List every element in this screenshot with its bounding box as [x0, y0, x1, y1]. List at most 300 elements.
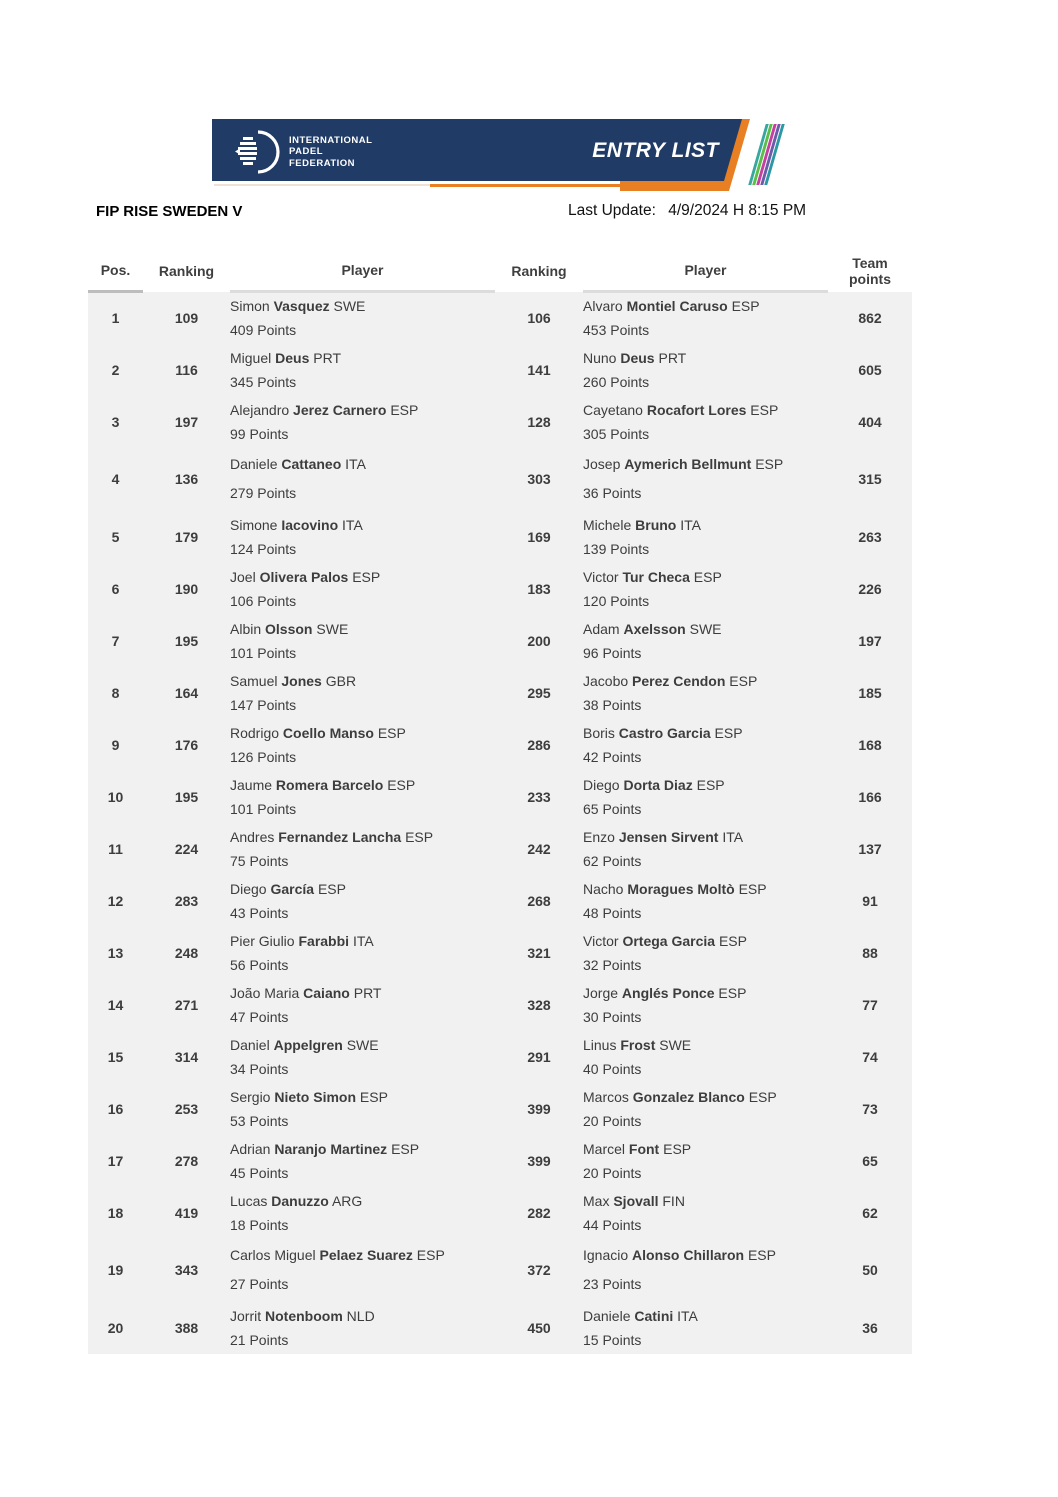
pos-cell: 9 — [111, 736, 120, 753]
player-first-name: Nacho — [583, 880, 624, 897]
last-update — [568, 202, 806, 220]
player-first-name: Albin — [230, 620, 262, 637]
table-row — [88, 1083, 912, 1135]
player-cell-1 — [230, 927, 495, 979]
player-last-name: Axelsson — [623, 620, 686, 637]
header-banner — [212, 117, 777, 195]
ranking-cell-2: 141 — [527, 361, 551, 378]
ranking-cell-1: 248 — [174, 944, 199, 961]
player-last-name: Farabbi — [298, 932, 350, 949]
team-points-cell: 226 — [858, 580, 882, 597]
player-points-line: 56 Points — [230, 956, 289, 973]
player-country: ITA — [680, 516, 701, 533]
player-cell-2 — [583, 615, 828, 667]
player-points-line: 53 Points — [230, 1112, 289, 1129]
player-first-name: Cayetano — [583, 401, 643, 418]
player-cell-2 — [583, 667, 828, 719]
player-last-name: Jones — [281, 672, 322, 689]
player-first-name: Max — [583, 1192, 610, 1209]
player-country: ITA — [345, 456, 366, 472]
ranking-cell-1: 278 — [174, 1152, 199, 1169]
team-points-cell: 91 — [862, 892, 878, 909]
player-name-line — [230, 1085, 495, 1109]
team-points-cell: 197 — [858, 632, 882, 649]
player-last-name: Fernandez Lancha — [278, 828, 402, 845]
org-name-line1: INTERNATIONAL — [289, 134, 373, 146]
player-cell-1 — [230, 563, 495, 615]
player-name-line — [583, 1304, 828, 1328]
player-country: ESP — [731, 298, 760, 315]
team-points-cell: 263 — [858, 528, 882, 545]
table-row — [88, 979, 912, 1031]
ranking-cell-1: 176 — [174, 736, 199, 753]
player-first-name: Alejandro — [230, 401, 290, 418]
player-points-line: 15 Points — [583, 1331, 642, 1348]
player-name-line — [583, 617, 828, 641]
ranking-cell-1: 136 — [174, 471, 199, 487]
ranking-cell-2: 328 — [527, 996, 551, 1013]
player-country: ESP — [755, 456, 784, 472]
table-row — [88, 1031, 912, 1083]
player-cell-2 — [583, 771, 828, 823]
ranking-cell-2: 399 — [527, 1100, 551, 1117]
col-header-team-points — [828, 250, 912, 292]
player-first-name: Simon — [230, 298, 270, 315]
player-first-name: Miguel — [230, 349, 272, 366]
ranking-cell-2: 268 — [527, 892, 551, 909]
ranking-cell-2: 183 — [527, 580, 551, 597]
page-title: FIP RISE SWEDEN V — [96, 203, 243, 220]
player-cell-1 — [230, 1302, 495, 1354]
player-name-line — [230, 981, 495, 1005]
player-last-name: Rocafort Lores — [646, 401, 747, 418]
pos-cell: 11 — [108, 840, 123, 857]
player-first-name: Pier Giulio — [230, 932, 295, 949]
player-last-name: Appelgren — [273, 1036, 343, 1053]
player-name-line — [230, 1304, 495, 1328]
pos-cell: 15 — [107, 1048, 124, 1065]
ranking-cell-1: 343 — [174, 1262, 199, 1278]
player-country: PRT — [353, 984, 382, 1001]
player-cell-2 — [583, 1135, 828, 1187]
player-country: ESP — [738, 880, 767, 897]
team-points-cell: 605 — [858, 361, 882, 378]
player-first-name: Enzo — [583, 828, 615, 845]
player-points-line: 38 Points — [583, 696, 642, 713]
player-cell-1 — [230, 396, 495, 448]
ranking-cell-1: 419 — [174, 1204, 199, 1221]
player-points-line: 106 Points — [230, 592, 297, 609]
pos-cell: 12 — [107, 892, 124, 909]
ipf-logo — [234, 128, 372, 176]
player-points-line: 126 Points — [230, 748, 297, 765]
player-first-name: Daniele — [583, 1307, 631, 1324]
player-country: ESP — [696, 776, 725, 793]
team-points-cell: 77 — [862, 996, 878, 1013]
table-row — [88, 396, 912, 448]
player-last-name: Vasquez — [273, 298, 330, 315]
player-country: ESP — [377, 724, 406, 741]
player-points-line: 18 Points — [230, 1216, 289, 1233]
player-last-name: Dorta Diaz — [623, 776, 693, 793]
table-row — [88, 1302, 912, 1354]
table-row — [88, 511, 912, 563]
player-cell-2 — [583, 927, 828, 979]
player-country: ESP — [718, 932, 747, 949]
ranking-cell-2: 106 — [527, 309, 551, 326]
team-points-cell: 62 — [862, 1204, 878, 1221]
player-country: ESP — [747, 1247, 776, 1263]
player-cell-1 — [230, 771, 495, 823]
team-points-cell: 185 — [858, 684, 882, 701]
team-points-cell: 74 — [862, 1048, 878, 1065]
player-points-line: 27 Points — [230, 1276, 289, 1292]
player-cell-1 — [230, 979, 495, 1031]
ranking-cell-2: 291 — [527, 1048, 551, 1065]
player-last-name: Alonso Chillaron — [632, 1247, 745, 1263]
player-country: ITA — [352, 932, 374, 949]
ranking-cell-1: 195 — [174, 632, 199, 649]
org-name-line3: FEDERATION — [289, 157, 356, 169]
player-points-line: 96 Points — [583, 644, 642, 661]
player-name-line — [583, 565, 828, 589]
player-points-line: 48 Points — [583, 904, 642, 921]
player-points-line: 345 Points — [230, 373, 297, 390]
table-row — [88, 344, 912, 396]
player-last-name: Perez Cendon — [632, 672, 726, 689]
team-points-cell: 168 — [858, 736, 882, 753]
player-last-name: Coello Manso — [282, 724, 374, 741]
player-points-line: 453 Points — [583, 322, 650, 339]
player-points-line: 21 Points — [230, 1331, 289, 1348]
player-last-name: Moragues Moltò — [627, 880, 735, 897]
player-cell-2 — [583, 396, 828, 448]
player-country: NLD — [346, 1307, 375, 1324]
player-cell-2 — [583, 448, 828, 511]
col-header-ranking-1: Ranking — [143, 250, 230, 292]
player-name-line — [583, 398, 828, 422]
player-first-name: Alvaro — [583, 298, 623, 315]
player-last-name: Catini — [634, 1307, 674, 1324]
player-country: ESP — [352, 568, 381, 585]
team-points-cell: 50 — [862, 1262, 878, 1278]
entry-table-body — [88, 292, 912, 1354]
ranking-cell-1: 283 — [174, 892, 199, 909]
player-cell-1 — [230, 1239, 495, 1302]
player-first-name: Boris — [583, 724, 615, 741]
player-cell-1 — [230, 1083, 495, 1135]
pos-cell: 19 — [107, 1262, 124, 1278]
ranking-cell-2: 169 — [527, 528, 551, 545]
table-row — [88, 719, 912, 771]
pos-cell: 8 — [111, 684, 120, 701]
player-first-name: Carlos Miguel — [230, 1247, 316, 1263]
player-first-name: Marcos — [583, 1088, 629, 1105]
player-first-name: Adrian — [230, 1140, 271, 1157]
player-name-line — [583, 513, 828, 537]
player-country: ESP — [663, 1140, 692, 1157]
player-last-name: Cattaneo — [281, 456, 342, 472]
player-points-line: 65 Points — [583, 800, 642, 817]
player-points-line: 305 Points — [583, 425, 650, 442]
banner-orange-underline — [430, 184, 630, 187]
entry-list-banner-label: ENTRY LIST — [592, 139, 719, 162]
player-cell-1 — [230, 1135, 495, 1187]
table-row — [88, 292, 912, 344]
player-country: ESP — [416, 1247, 445, 1263]
ranking-cell-2: 128 — [527, 413, 551, 430]
player-cell-1 — [230, 615, 495, 667]
player-first-name: Sergio — [230, 1088, 271, 1105]
player-name-line — [230, 773, 495, 797]
player-country: ESP — [387, 776, 416, 793]
player-last-name: Nieto Simon — [274, 1088, 357, 1105]
player-points-line: 260 Points — [583, 373, 650, 390]
player-first-name: Josep — [583, 456, 621, 472]
table-row — [88, 615, 912, 667]
team-points-cell: 166 — [858, 788, 882, 805]
player-first-name: Ignacio — [583, 1247, 629, 1263]
player-country: ARG — [331, 1192, 363, 1209]
player-name-line — [583, 450, 828, 479]
player-points-line: 99 Points — [230, 425, 289, 442]
player-cell-2 — [583, 292, 828, 344]
team-points-cell: 36 — [862, 1319, 878, 1336]
player-cell-1 — [230, 448, 495, 511]
player-cell-2 — [583, 875, 828, 927]
player-cell-1 — [230, 875, 495, 927]
col-header-team-line2: points — [849, 270, 891, 287]
player-cell-1 — [230, 511, 495, 563]
player-name-line — [583, 721, 828, 745]
ranking-cell-2: 282 — [527, 1204, 551, 1221]
player-cell-1 — [230, 667, 495, 719]
pos-cell: 16 — [107, 1100, 124, 1117]
player-cell-1 — [230, 1031, 495, 1083]
table-row — [88, 1239, 912, 1302]
player-country: ESP — [317, 880, 346, 897]
player-first-name: Victor — [583, 932, 619, 949]
col-header-pos: Pos. — [88, 250, 143, 292]
player-country: ESP — [390, 401, 419, 418]
player-points-line: 62 Points — [583, 852, 642, 869]
ranking-cell-2: 233 — [527, 788, 551, 805]
player-first-name: Victor — [583, 568, 619, 585]
player-last-name: Deus — [620, 349, 655, 366]
col-header-team-line1: Team — [852, 254, 888, 271]
player-first-name: Jorrit — [230, 1307, 262, 1324]
player-points-line: 101 Points — [230, 644, 297, 661]
player-points-line: 409 Points — [230, 322, 297, 339]
ranking-cell-1: 164 — [174, 684, 199, 701]
player-name-line — [583, 346, 828, 370]
ranking-cell-2: 303 — [527, 471, 551, 487]
team-points-cell: 862 — [858, 309, 882, 326]
player-points-line: 36 Points — [583, 485, 642, 501]
player-name-line — [583, 1189, 828, 1213]
player-country: SWE — [346, 1036, 379, 1053]
player-name-line — [230, 1033, 495, 1057]
ranking-cell-2: 286 — [527, 736, 551, 753]
player-points-line: 124 Points — [230, 540, 297, 557]
player-points-line: 44 Points — [583, 1216, 642, 1233]
player-name-line — [583, 1033, 828, 1057]
player-cell-2 — [583, 823, 828, 875]
team-points-cell: 404 — [858, 413, 882, 430]
player-points-line: 32 Points — [583, 956, 642, 973]
ranking-cell-1: 197 — [174, 413, 199, 430]
player-country: ESP — [693, 568, 722, 585]
player-points-line: 43 Points — [230, 904, 289, 921]
player-country: GBR — [325, 672, 357, 689]
player-name-line — [583, 1241, 828, 1270]
player-country: ESP — [359, 1088, 388, 1105]
last-update-label: Last Update: — [568, 202, 656, 219]
player-last-name: Iacovino — [281, 516, 339, 533]
player-last-name: Tur Checa — [622, 568, 690, 585]
entry-table — [88, 250, 912, 1354]
player-cell-1 — [230, 344, 495, 396]
player-first-name: João Maria — [230, 984, 300, 1001]
player-last-name: Montiel Caruso — [626, 298, 728, 315]
player-name-line — [230, 825, 495, 849]
ranking-cell-2: 321 — [527, 944, 551, 961]
player-first-name: Adam — [583, 620, 620, 637]
player-cell-2 — [583, 511, 828, 563]
table-row — [88, 823, 912, 875]
player-name-line — [230, 617, 495, 641]
player-country: PRT — [313, 349, 342, 366]
player-name-line — [583, 1085, 828, 1109]
player-last-name: Jerez Carnero — [293, 401, 387, 418]
player-country: ESP — [748, 1088, 777, 1105]
player-country: SWE — [333, 298, 366, 315]
player-last-name: Sjovall — [613, 1192, 659, 1209]
player-country: ITA — [722, 828, 744, 845]
player-first-name: Jacobo — [583, 672, 629, 689]
player-country: SWE — [316, 620, 349, 637]
team-points-cell: 88 — [862, 944, 878, 961]
player-first-name: Diego — [230, 880, 267, 897]
player-points-line: 139 Points — [583, 540, 650, 557]
org-name — [289, 135, 372, 170]
team-points-cell: 73 — [862, 1100, 878, 1117]
player-cell-2 — [583, 1187, 828, 1239]
player-points-line: 34 Points — [230, 1060, 289, 1077]
team-points-cell: 137 — [858, 840, 882, 857]
player-first-name: Nuno — [583, 349, 617, 366]
player-points-line: 20 Points — [583, 1112, 642, 1129]
player-points-line: 30 Points — [583, 1008, 642, 1025]
pos-cell: 13 — [107, 944, 124, 961]
player-last-name: Romera Barcelo — [275, 776, 384, 793]
padel-ball-icon — [234, 128, 280, 176]
player-last-name: Notenboom — [265, 1307, 343, 1324]
player-points-line: 40 Points — [583, 1060, 642, 1077]
player-name-line — [230, 346, 495, 370]
ranking-cell-1: 190 — [174, 580, 199, 597]
player-cell-1 — [230, 1187, 495, 1239]
team-points-cell: 315 — [858, 471, 882, 487]
pos-cell: 4 — [111, 471, 120, 487]
player-cell-2 — [583, 1083, 828, 1135]
ranking-cell-1: 388 — [174, 1319, 199, 1336]
player-name-line — [230, 450, 495, 479]
player-points-line: 20 Points — [583, 1164, 642, 1181]
pos-cell: 17 — [107, 1152, 124, 1169]
player-first-name: Lucas — [230, 1192, 268, 1209]
player-last-name: Frost — [620, 1036, 656, 1053]
player-last-name: Anglés Ponce — [621, 984, 715, 1001]
pos-cell: 2 — [111, 361, 120, 378]
player-points-line: 147 Points — [230, 696, 297, 713]
player-name-line — [583, 294, 828, 318]
player-name-line — [583, 1137, 828, 1161]
player-country: ITA — [677, 1307, 698, 1324]
player-first-name: Simone — [230, 516, 278, 533]
team-points-cell: 65 — [862, 1152, 878, 1169]
player-country: SWE — [659, 1036, 692, 1053]
banner-faint-underline — [214, 184, 430, 186]
player-country: PRT — [658, 349, 687, 366]
player-name-line — [230, 1137, 495, 1161]
ranking-cell-1: 314 — [174, 1048, 199, 1065]
pos-cell: 10 — [107, 788, 124, 805]
player-last-name: Pelaez Suarez — [319, 1247, 413, 1263]
player-points-line: 101 Points — [230, 800, 297, 817]
pos-cell: 3 — [111, 413, 120, 430]
player-points-line: 75 Points — [230, 852, 289, 869]
player-last-name: Ortega Garcia — [622, 932, 716, 949]
player-points-line: 42 Points — [583, 748, 642, 765]
pos-cell: 6 — [111, 580, 120, 597]
org-name-line2: PADEL — [289, 146, 323, 158]
table-row — [88, 771, 912, 823]
player-name-line — [583, 877, 828, 901]
pos-cell: 5 — [111, 528, 120, 545]
ranking-cell-2: 450 — [527, 1319, 551, 1336]
banner-color-stripes — [757, 124, 777, 185]
player-name-line — [230, 721, 495, 745]
player-first-name: Andres — [230, 828, 275, 845]
player-name-line — [583, 825, 828, 849]
ranking-cell-1: 109 — [174, 309, 199, 326]
player-first-name: Marcel — [583, 1140, 626, 1157]
entry-table-header — [88, 250, 912, 292]
player-cell-2 — [583, 1031, 828, 1083]
player-points-line: 23 Points — [583, 1276, 642, 1292]
ranking-cell-2: 200 — [527, 632, 551, 649]
ranking-cell-2: 372 — [527, 1262, 551, 1278]
player-name-line — [230, 929, 495, 953]
table-row — [88, 563, 912, 615]
player-country: FIN — [662, 1192, 685, 1209]
player-name-line — [230, 294, 495, 318]
player-points-line: 120 Points — [583, 592, 650, 609]
player-cell-2 — [583, 719, 828, 771]
player-name-line — [230, 565, 495, 589]
player-points-line: 47 Points — [230, 1008, 289, 1025]
player-last-name: Danuzzo — [271, 1192, 329, 1209]
player-country: ESP — [405, 828, 434, 845]
player-name-line — [583, 981, 828, 1005]
player-name-line — [230, 513, 495, 537]
player-first-name: Michele — [583, 516, 632, 533]
player-cell-1 — [230, 719, 495, 771]
player-last-name: Naranjo Martinez — [274, 1140, 388, 1157]
player-first-name: Jorge — [583, 984, 619, 1001]
player-first-name: Daniele — [230, 456, 278, 472]
